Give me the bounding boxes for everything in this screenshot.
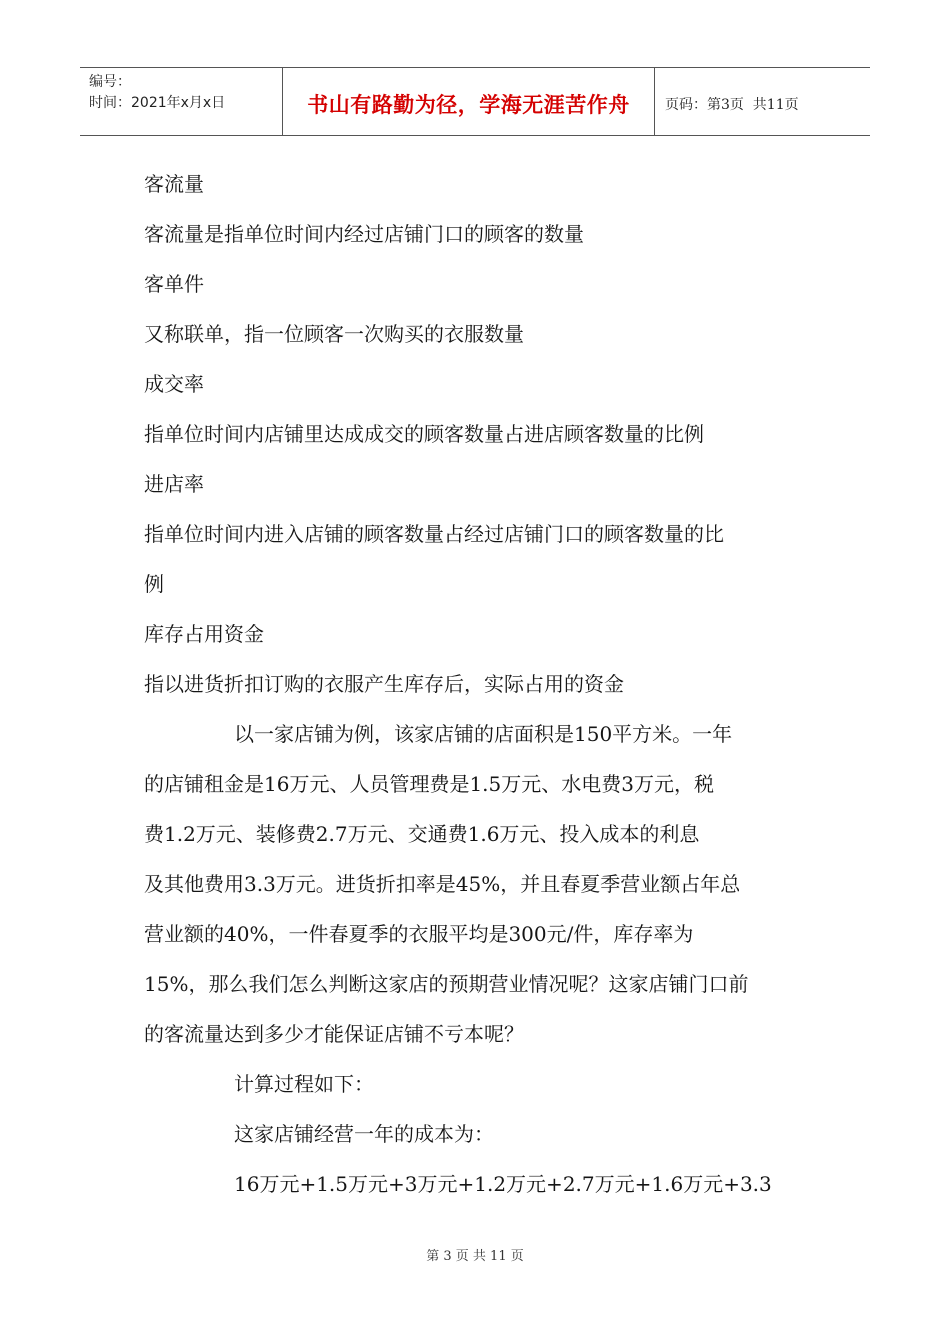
example-paragraph-line: 15%，那么我们怎么判断这家店的预期营业情况呢？这家店铺门口前 <box>144 972 749 996</box>
term-definition-continued: 例 <box>144 572 164 596</box>
header-page-number: 页码：第3页 共11页 <box>665 96 799 113</box>
page-footer <box>0 1245 950 1264</box>
document-body <box>144 168 814 1218</box>
header-page-cell <box>655 68 870 135</box>
term-heading: 库存占用资金 <box>144 622 264 646</box>
document-number-label: 编号： <box>89 74 131 90</box>
example-paragraph-line: 的客流量达到多少才能保证店铺不亏本呢？ <box>144 1022 524 1046</box>
header-motto-cell <box>282 68 655 135</box>
document-date-label: 时间：2021年x月x日 <box>89 95 226 111</box>
example-paragraph-line: 营业额的40%，一件春夏季的衣服平均是300元/件，库存率为 <box>144 922 694 946</box>
term-heading: 进店率 <box>144 472 204 496</box>
term-heading: 客流量 <box>144 172 204 196</box>
page-header <box>80 67 870 136</box>
header-meta-cell <box>80 68 282 135</box>
term-heading: 成交率 <box>144 372 204 396</box>
calculation-step-label: 这家店铺经营一年的成本为： <box>234 1122 494 1146</box>
example-paragraph-line: 的店铺租金是16万元、人员管理费是1.5万元、水电费3万元，税 <box>144 772 714 796</box>
calculation-intro: 计算过程如下： <box>234 1072 374 1096</box>
example-paragraph-line: 费1.2万元、装修费2.7万元、交通费1.6万元、投入成本的利息 <box>144 822 700 846</box>
example-paragraph-line: 及其他费用3.3万元。进货折扣率是45%，并且春夏季营业额占年总 <box>144 872 741 896</box>
term-definition: 指以进货折扣订购的衣服产生库存后，实际占用的资金 <box>144 672 624 696</box>
footer-page-number: 第 3 页 共 11 页 <box>426 1249 524 1264</box>
header-motto: 书山有路勤为径，学海无涯苦作舟 <box>307 91 630 117</box>
calculation-formula: 16万元+1.5万元+3万元+1.2万元+2.7万元+1.6万元+3.3 <box>234 1172 772 1196</box>
term-definition: 客流量是指单位时间内经过店铺门口的顾客的数量 <box>144 222 584 246</box>
term-definition: 指单位时间内店铺里达成成交的顾客数量占进店顾客数量的比例 <box>144 422 704 446</box>
example-paragraph-line: 以一家店铺为例，该家店铺的店面积是150平方米。一年 <box>234 722 733 746</box>
term-heading: 客单件 <box>144 272 204 296</box>
term-definition: 又称联单，指一位顾客一次购买的衣服数量 <box>144 322 524 346</box>
term-definition: 指单位时间内进入店铺的顾客数量占经过店铺门口的顾客数量的比 <box>144 522 724 546</box>
